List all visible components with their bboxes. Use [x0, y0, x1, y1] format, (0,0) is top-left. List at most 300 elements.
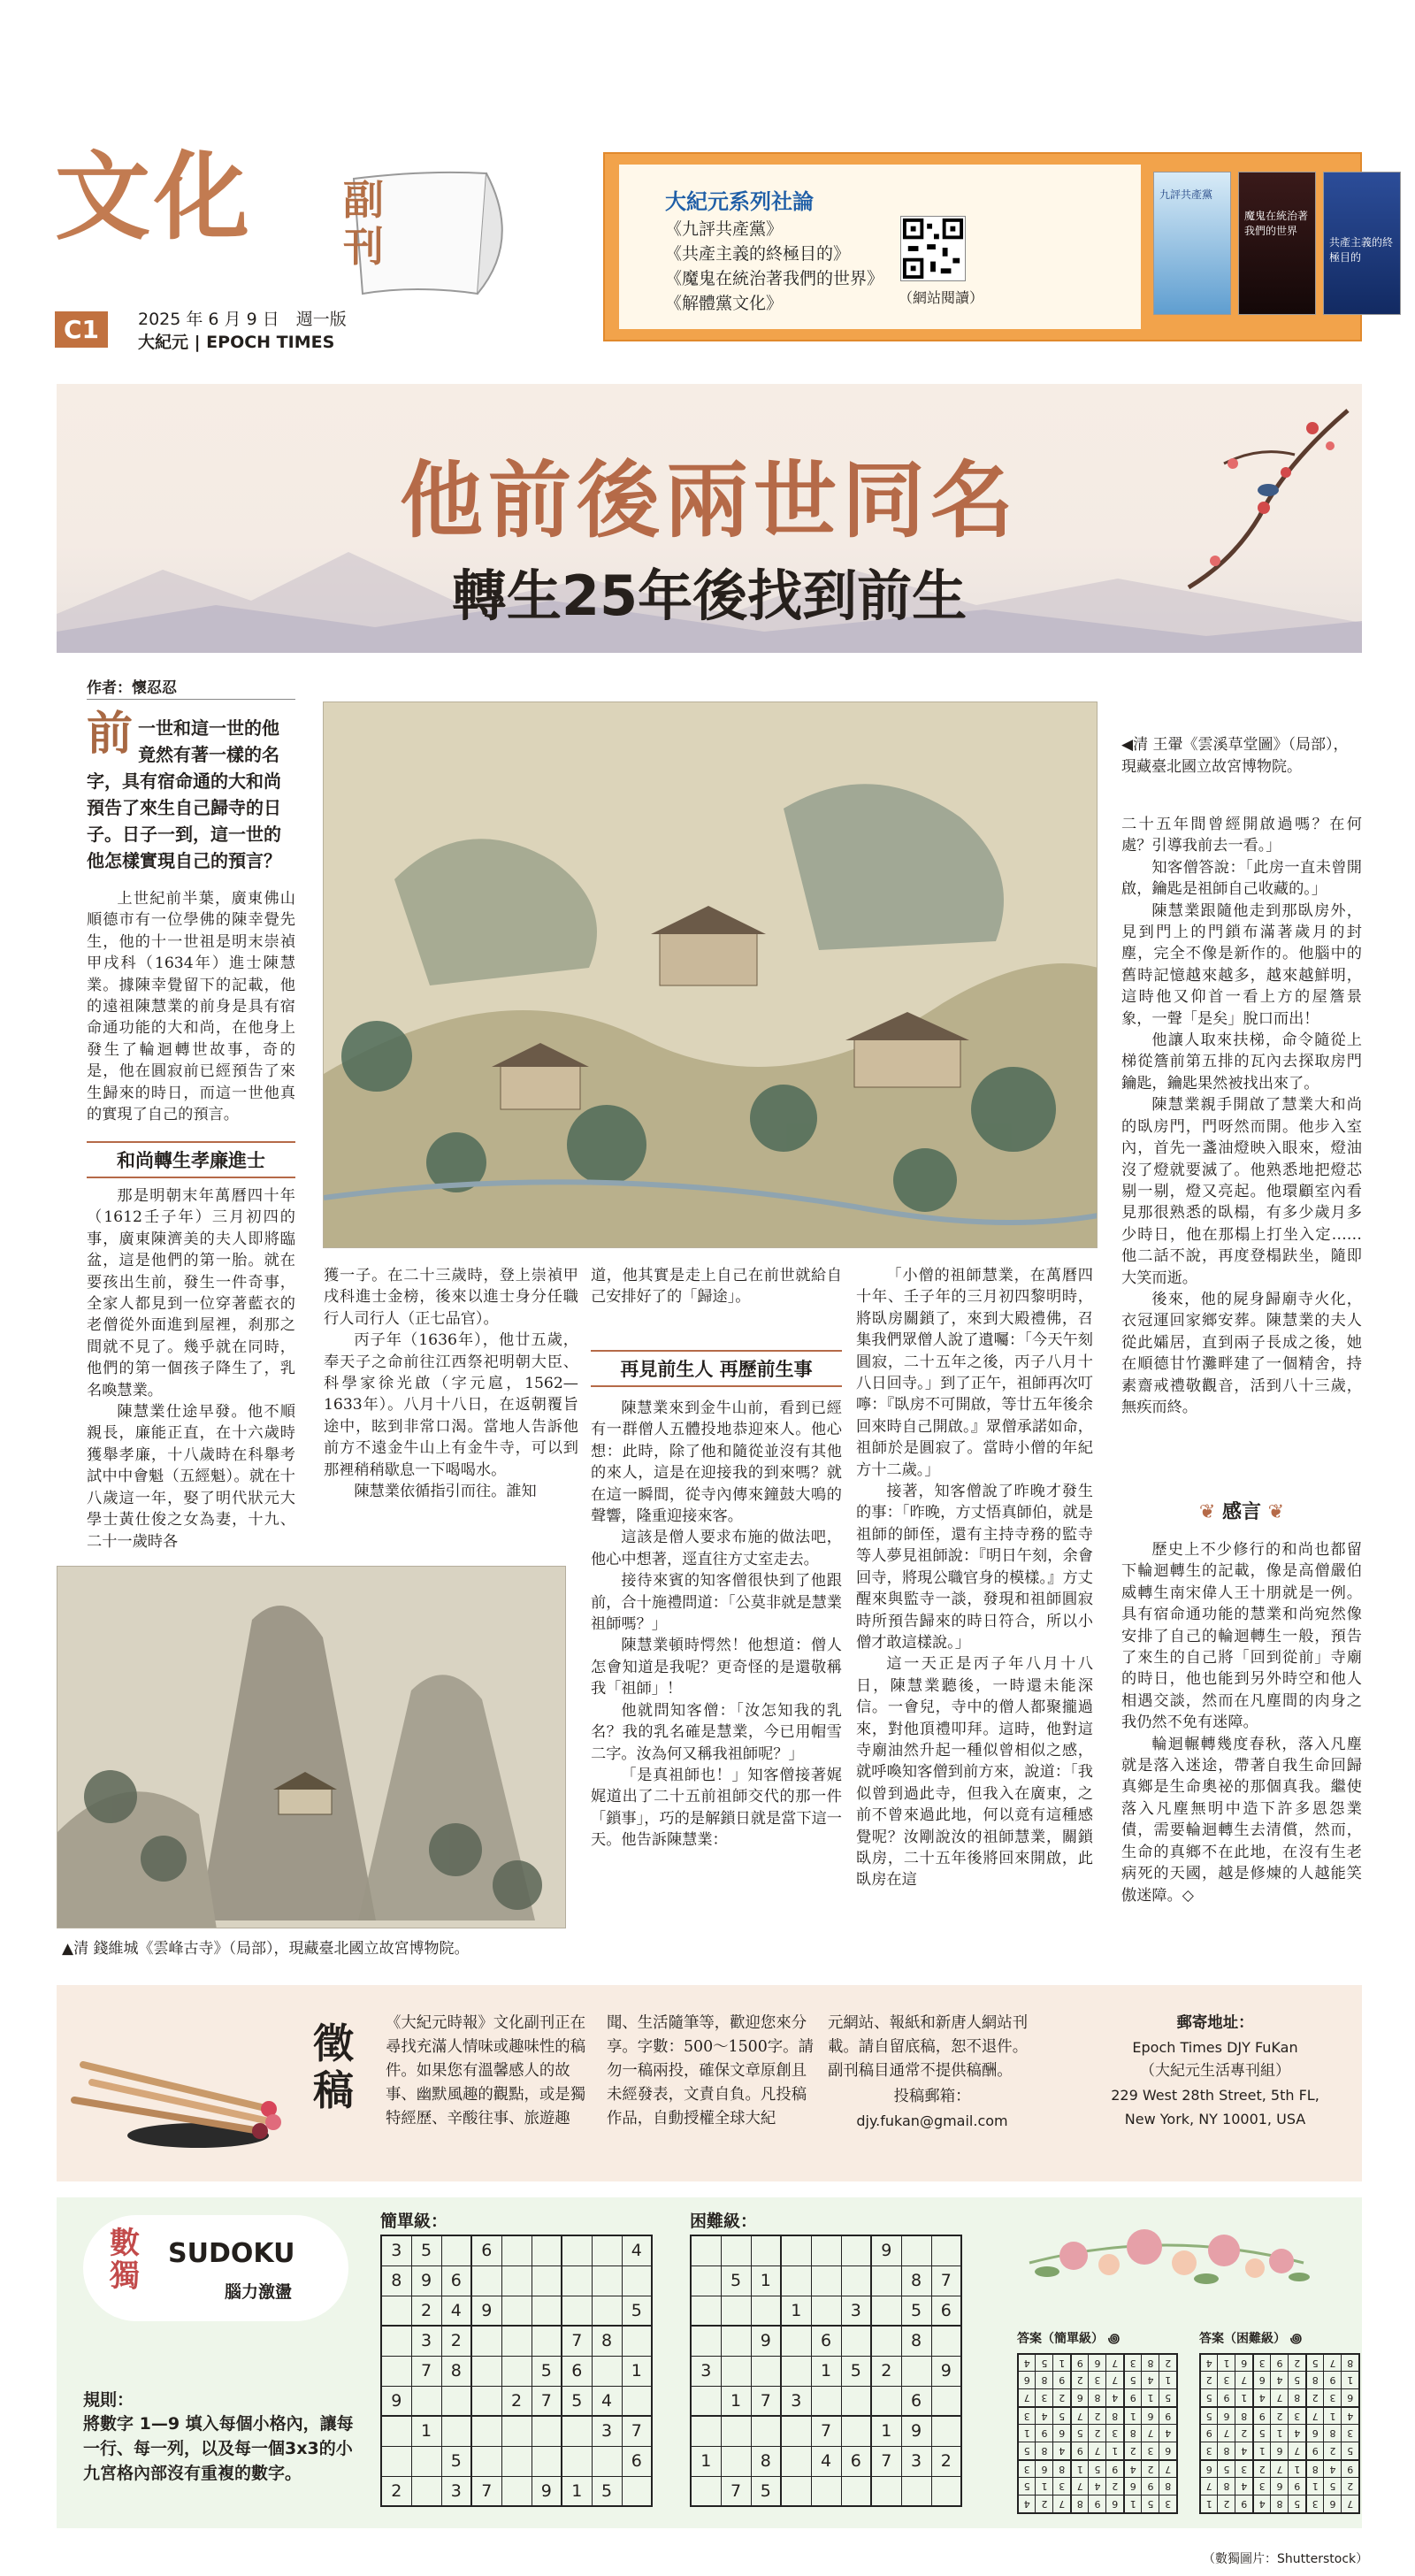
article-column-1 [87, 1185, 295, 1552]
sudoku-cell[interactable] [811, 2476, 841, 2506]
sudoku-cell[interactable] [562, 2296, 592, 2326]
sudoku-cell: 4 [1159, 2425, 1177, 2442]
sudoku-cell: 7 [1142, 2425, 1159, 2442]
sudoku-cell[interactable] [532, 2296, 562, 2326]
ad-text-panel [619, 165, 1141, 329]
sudoku-cell: 9 [1324, 2372, 1342, 2389]
sudoku-cell: 3 [381, 2235, 411, 2266]
sudoku-cell: 5 [1306, 2354, 1324, 2372]
paragraph: 「是真祖師也！」知客僧接著娓娓道出了二十五前祖師交代的那一件「鎖事」，巧的是解鎖日就是當下這一天。他告訴陳慧業： [591, 1766, 842, 1850]
sudoku-cell[interactable] [592, 2296, 622, 2326]
sudoku-cell: 7 [532, 2386, 562, 2416]
sudoku-cell[interactable] [721, 2326, 751, 2356]
painting-caption-top: ◀清 王翬《雲溪草堂圖》（局部），現藏臺北國立故宮博物院。 [1121, 736, 1349, 776]
sudoku-cell: 8 [901, 2266, 931, 2296]
sudoku-cell: 2 [1200, 2372, 1218, 2389]
sudoku-cell[interactable] [751, 2356, 781, 2386]
sudoku-cell: 9 [1271, 2354, 1289, 2372]
sudoku-cell[interactable] [471, 2326, 501, 2356]
sudoku-cell: 9 [871, 2235, 901, 2266]
image-credit: （數獨圖片：Shutterstock） [1203, 2552, 1369, 2566]
ad-book-item[interactable]: 《魔鬼在統治著我們的世界》 [665, 269, 884, 288]
drop-cap: 前 [87, 708, 134, 761]
sudoku-cell: 5 [1142, 2496, 1159, 2513]
brush-pens-illustration [65, 2029, 287, 2162]
sudoku-cell[interactable] [721, 2416, 751, 2446]
sudoku-cell: 5 [1289, 2372, 1306, 2389]
sudoku-cell: 2 [1342, 2478, 1359, 2496]
sudoku-cell: 5 [1200, 2407, 1218, 2425]
sudoku-cell: 7 [1071, 2478, 1089, 2496]
sudoku-cell: 2 [1218, 2496, 1235, 2513]
sudoku-cell[interactable] [562, 2416, 592, 2446]
section-heading: 再見前生人 再歷前生事 [591, 1350, 842, 1387]
paragraph: 「小僧的祖師慧業，在萬曆四十年、壬子年的三月初四黎明時，將臥房關鎖了，來到大殿禮佛，召集我們眾僧人說了遺囑：「今天午刻圓寂，二十五年之後，丙子八月十八日回寺。」到了正午，祖師再次叮嚀：『臥房不可開啟，等廿五年後余回來時自己開啟。』眾僧承諾如命，祖師於是圓寂了。當時小僧的年紀方十二歲。」 [856, 1267, 1093, 1479]
intro-paragraph: 上世紀前半葉，廣東佛山順德市有一位學佛的陳幸覺先生，他的十一世祖是明末崇禎甲戌科（1634年）進士陳慧業。據陳幸覺留下的記載，他的遠祖陳慧業的前身是具有宿命通功能的大和尚，在他身上發生了輪迴轉世故事，奇的是，他在圓寂前已經預告了來生歸來的時日，而這一世他真的實現了自己的預言。 [87, 890, 295, 1124]
sudoku-cell[interactable] [781, 2476, 811, 2506]
sudoku-cell: 5 [562, 2386, 592, 2416]
sudoku-cell[interactable] [781, 2235, 811, 2266]
sudoku-row [1200, 2442, 1359, 2460]
book-cover[interactable]: 九評共產黨 [1153, 172, 1231, 315]
sudoku-cell: 5 [1253, 2425, 1271, 2442]
sudoku-cell: 2 [1106, 2478, 1124, 2496]
sudoku-cell: 4 [1200, 2354, 1218, 2372]
paragraph: 陳慧業來到金牛山前，看到已經有一群僧人五體投地恭迎來人。他心想：此時，除了他和隨從並沒有其他的來人，這是在迎接我的到來嗎？就在這一瞬間，從寺內傳來鐘鼓大鳴的聲響，隆重迎接來客。 [591, 1399, 842, 1526]
submission-notice [57, 1985, 1362, 2181]
sudoku-cell[interactable] [592, 2446, 622, 2476]
sudoku-cell[interactable] [532, 2266, 562, 2296]
sudoku-cell[interactable] [381, 2356, 411, 2386]
sudoku-cell[interactable] [501, 2356, 532, 2386]
sudoku-cell: 5 [622, 2296, 652, 2326]
sudoku-cell[interactable] [381, 2416, 411, 2446]
sudoku-cell: 2 [441, 2326, 471, 2356]
sudoku-cell: 9 [1218, 2389, 1235, 2407]
sudoku-cell[interactable] [871, 2386, 901, 2416]
book-cover[interactable]: 共產主義的終極目的 [1323, 172, 1401, 315]
sudoku-cell: 7 [1271, 2460, 1289, 2478]
paragraph: 接著，知客僧說了昨晚才發生的事：「昨晚，方丈悟真師伯，就是祖師的師侄，還有主持寺務的監寺等人夢見祖師說：『明日午刻，余會回寺，將現公職官身的模樣。』方丈醒來與監寺一談，發現和祖師圓寂時所預告歸來的時日符合，所以小僧才敢這樣說。」 [856, 1483, 1093, 1652]
sudoku-cell: 4 [1053, 2442, 1071, 2460]
sudoku-cell: 1 [691, 2446, 721, 2476]
sudoku-cell: 4 [1018, 2354, 1036, 2372]
sudoku-cell[interactable] [691, 2296, 721, 2326]
sudoku-cell[interactable] [592, 2266, 622, 2296]
sudoku-cell[interactable] [691, 2416, 721, 2446]
sudoku-cell[interactable] [871, 2326, 901, 2356]
sudoku-cell: 4 [1289, 2425, 1306, 2442]
sudoku-cell: 5 [411, 2235, 441, 2266]
sudoku-cell: 9 [931, 2356, 961, 2386]
sudoku-cell: 2 [1053, 2389, 1071, 2407]
sudoku-cell[interactable] [691, 2266, 721, 2296]
sudoku-cell[interactable] [781, 2416, 811, 2446]
sudoku-row [1018, 2354, 1177, 2372]
sudoku-cell: 1 [811, 2356, 841, 2386]
sudoku-row [381, 2235, 652, 2266]
sudoku-cell[interactable] [841, 2266, 871, 2296]
sudoku-cell[interactable] [622, 2386, 652, 2416]
sudoku-cell: 6 [1324, 2496, 1342, 2513]
sudoku-row [1200, 2478, 1359, 2496]
qr-label: （網站閱讀） [899, 289, 984, 306]
sudoku-cell: 7 [1306, 2407, 1324, 2425]
sudoku-cell[interactable] [871, 2266, 901, 2296]
sudoku-cell[interactable] [501, 2476, 532, 2506]
sudoku-cell: 6 [622, 2446, 652, 2476]
sudoku-cell[interactable] [411, 2386, 441, 2416]
sudoku-cell[interactable] [411, 2476, 441, 2506]
answer-hard-label: 答案（困難級） ꩜ [1199, 2332, 1303, 2346]
sudoku-cell: 3 [1089, 2372, 1106, 2389]
sudoku-cell: 7 [1159, 2460, 1177, 2478]
sudoku-cell: 9 [901, 2416, 931, 2446]
sudoku-cell[interactable] [781, 2356, 811, 2386]
lede-text: 一世和這一世的他竟然有著一樣的名字，具有宿命通的大和尚預告了來生自己歸寺的日子。日子一到，這一世的他怎樣實現自己的預言？ [87, 717, 281, 871]
sudoku-cell[interactable] [811, 2296, 841, 2326]
sudoku-cell: 5 [1018, 2442, 1036, 2460]
sudoku-cell: 7 [1053, 2496, 1071, 2513]
sudoku-cell: 4 [1089, 2478, 1106, 2496]
sudoku-cell[interactable] [841, 2326, 871, 2356]
sudoku-cell: 7 [1018, 2389, 1036, 2407]
sudoku-cell: 2 [1271, 2407, 1289, 2425]
sudoku-cell[interactable] [381, 2326, 411, 2356]
article-lede [87, 708, 295, 874]
sudoku-cell: 6 [1089, 2354, 1106, 2372]
sudoku-cell: 6 [1018, 2372, 1036, 2389]
sudoku-cell: 6 [901, 2386, 931, 2416]
sudoku-cell: 4 [441, 2296, 471, 2326]
sudoku-cell[interactable] [441, 2386, 471, 2416]
sudoku-cell[interactable] [501, 2235, 532, 2266]
paragraph: 接待來賓的知客僧很快到了他跟前，合十施禮問道：「公莫非就是慧業祖師嗎？」 [591, 1572, 842, 1634]
sudoku-cell: 5 [901, 2296, 931, 2326]
ad-series-title: 大紀元系列社論 [665, 189, 814, 214]
paragraph: 陳慧業跟隨他走到那臥房外，見到門上的門鎖布滿著歲月的封塵，完全不像是新作的。他腦中的舊時記憶越來越多，越來越鮮明，這時他又仰首一看上方的屋簷景象，一聲「是矣」脫口而出！ [1121, 901, 1362, 1028]
hard-label: 困難級： [690, 2212, 758, 2231]
sudoku-cell: 2 [1289, 2354, 1306, 2372]
sudoku-cell[interactable] [721, 2296, 751, 2326]
sudoku-cell[interactable] [592, 2356, 622, 2386]
sudoku-cell[interactable] [471, 2356, 501, 2386]
sudoku-cell[interactable] [562, 2446, 592, 2476]
sudoku-cell: 4 [622, 2235, 652, 2266]
sudoku-cell: 5 [1324, 2478, 1342, 2496]
sudoku-cell: 3 [1306, 2496, 1324, 2513]
section-heading: 和尚轉生孝廉進士 [87, 1141, 295, 1178]
sudoku-cell: 8 [1142, 2354, 1159, 2372]
sudoku-cell: 6 [841, 2446, 871, 2476]
sudoku-cell: 7 [471, 2476, 501, 2506]
painting-artwork [324, 702, 1098, 1248]
sudoku-cell[interactable] [781, 2266, 811, 2296]
article-column-2 [324, 1265, 578, 1502]
sudoku-cell: 4 [1124, 2460, 1142, 2478]
sudoku-row [1018, 2460, 1177, 2478]
sudoku-cell[interactable] [691, 2386, 721, 2416]
sudoku-answer-easy [1017, 2353, 1178, 2514]
sudoku-cell[interactable] [841, 2476, 871, 2506]
qr-code-icon[interactable] [900, 216, 966, 281]
sudoku-cell: 7 [1342, 2496, 1359, 2513]
sudoku-row [691, 2326, 961, 2356]
hero-banner [57, 384, 1362, 653]
sudoku-row [1200, 2496, 1359, 2513]
sudoku-cell: 1 [1253, 2442, 1271, 2460]
sudoku-cell[interactable] [532, 2416, 562, 2446]
sudoku-cell[interactable] [562, 2235, 592, 2266]
sudoku-cell: 4 [1018, 2496, 1036, 2513]
sudoku-row [381, 2446, 652, 2476]
sudoku-cell: 5 [1159, 2389, 1177, 2407]
sudoku-row [381, 2266, 652, 2296]
submission-text: 聞、生活隨筆等，歡迎您來分享。字數：500～1500字。請勿一稿兩投，確保文章原創且未經發表，文責自負。凡投稿作品，自動授權全球大紀 [607, 2014, 814, 2128]
sudoku-cell[interactable] [501, 2446, 532, 2476]
painting-caption-bottom: ▲清 錢維城《雲峰古寺》（局部），現藏臺北國立故宮博物院。 [62, 1940, 470, 1958]
flower-garland-illustration [1021, 2210, 1312, 2307]
sudoku-cell: 1 [562, 2476, 592, 2506]
sudoku-cell[interactable] [441, 2416, 471, 2446]
book-cover[interactable]: 魔鬼在統治著我們的世界 [1238, 172, 1316, 315]
sudoku-row [691, 2356, 961, 2386]
sudoku-cell: 2 [1324, 2442, 1342, 2460]
mailing-address: 郵寄地址： Epoch Times DJY FuKan （大紀元生活專刊組） 229 West 28th Street, 5th FL, New York, NY 10001, USA [1111, 2014, 1319, 2128]
sudoku-cell[interactable] [901, 2476, 931, 2506]
sudoku-cell[interactable] [931, 2476, 961, 2506]
sudoku-cell[interactable] [471, 2266, 501, 2296]
sudoku-cell: 4 [592, 2386, 622, 2416]
sudoku-cell: 9 [1053, 2372, 1071, 2389]
sudoku-cell: 1 [1018, 2425, 1036, 2442]
sudoku-cell[interactable] [691, 2326, 721, 2356]
paragraph: 二十五年間曾經開啟過嗎？在何處？引導我前去一看。」 [1121, 816, 1362, 855]
sudoku-cell[interactable] [532, 2235, 562, 2266]
sudoku-cell[interactable] [901, 2235, 931, 2266]
sudoku-cell: 3 [1018, 2407, 1036, 2425]
sudoku-cell: 7 [811, 2416, 841, 2446]
sudoku-cell[interactable] [562, 2266, 592, 2296]
sudoku-cell: 2 [501, 2386, 532, 2416]
sudoku-cell[interactable] [931, 2416, 961, 2446]
sudoku-cell[interactable] [751, 2235, 781, 2266]
sudoku-cell: 9 [1306, 2442, 1324, 2460]
sudoku-cell: 4 [1235, 2442, 1253, 2460]
sudoku-cell: 8 [1106, 2407, 1124, 2425]
sudoku-cell: 2 [1089, 2425, 1106, 2442]
sudoku-cell: 8 [381, 2266, 411, 2296]
sudoku-cell: 9 [1071, 2354, 1089, 2372]
paragraph: 知客僧答說：「此房一直未曾開啟，鑰匙是祖師自己收藏的。」 [1121, 858, 1362, 899]
easy-label: 簡單級： [380, 2212, 448, 2231]
sudoku-cell[interactable] [841, 2416, 871, 2446]
sudoku-cell[interactable] [592, 2235, 622, 2266]
sudoku-cell[interactable] [501, 2266, 532, 2296]
sudoku-cell: 8 [1036, 2372, 1053, 2389]
sudoku-cell[interactable] [841, 2386, 871, 2416]
sudoku-cell[interactable] [931, 2386, 961, 2416]
sudoku-cell[interactable] [781, 2326, 811, 2356]
sudoku-cell: 6 [562, 2356, 592, 2386]
sudoku-cell: 9 [1071, 2442, 1089, 2460]
sudoku-row [1018, 2407, 1177, 2425]
paragraph: 輪迴輾轉幾度春秋，落入凡塵就是落入迷途，帶著自我生命回歸真鄉是生命奧祕的那個真我。繼使落入凡塵無明中造下許多恩怨業債，需要輪迴轉生去清償，然而，生命的真鄉不在此地，在沒有生老病死的天國，越是修煉的人越能笑傲迷障。◇ [1121, 1735, 1362, 1905]
sudoku-cell: 1 [781, 2296, 811, 2326]
sudoku-cell[interactable] [901, 2356, 931, 2386]
sudoku-row [691, 2416, 961, 2446]
sudoku-cell[interactable] [501, 2416, 532, 2446]
submission-email[interactable]: djy.fukan@gmail.com [856, 2112, 1008, 2129]
sudoku-cell: 8 [1306, 2460, 1324, 2478]
sudoku-cell[interactable] [501, 2296, 532, 2326]
sudoku-cell: 8 [1235, 2407, 1253, 2425]
sudoku-cell[interactable] [871, 2296, 901, 2326]
sudoku-cell: 6 [931, 2296, 961, 2326]
landscape-painting-bottom [57, 1566, 566, 1928]
article-column-5a [1121, 814, 1362, 1418]
sudoku-cell: 9 [1142, 2478, 1159, 2496]
paragraph: 獲一子。在二十三歲時，登上崇禎甲戌科進士金榜，後來以進士身分任職行人司行人（正七品官）。 [324, 1267, 578, 1328]
sudoku-cell[interactable] [532, 2446, 562, 2476]
sudoku-cell: 1 [1036, 2478, 1053, 2496]
ad-book-item[interactable]: 《九評共產黨》 [665, 219, 784, 239]
sudoku-cell: 9 [532, 2476, 562, 2506]
sudoku-cell[interactable] [811, 2235, 841, 2266]
sudoku-cell: 9 [751, 2326, 781, 2356]
sudoku-cell[interactable] [931, 2235, 961, 2266]
sudoku-cell[interactable] [751, 2296, 781, 2326]
sudoku-cell: 6 [1271, 2478, 1289, 2496]
sudoku-row [1200, 2407, 1359, 2425]
sudoku-cell[interactable] [381, 2446, 411, 2476]
sudoku-cell: 3 [1289, 2407, 1306, 2425]
sudoku-grid-easy[interactable] [380, 2235, 653, 2507]
sudoku-cell: 7 [1071, 2407, 1089, 2425]
sudoku-cell: 7 [1200, 2478, 1218, 2496]
sudoku-rules: 將數字 1—9 填入每個小格內，讓每一行、每一列，以及每一個3x3的小九宮格內部沒有重複的數字。 [83, 2414, 354, 2483]
sudoku-cell: 8 [1306, 2372, 1324, 2389]
sudoku-cell: 8 [1218, 2442, 1235, 2460]
sudoku-cell: 7 [1089, 2442, 1106, 2460]
sudoku-cell[interactable] [721, 2356, 751, 2386]
sudoku-rules-title: 規則： [83, 2390, 134, 2410]
sudoku-cell[interactable] [691, 2476, 721, 2506]
sudoku-cell[interactable] [622, 2326, 652, 2356]
sudoku-cell: 2 [1089, 2407, 1106, 2425]
sudoku-cell: 5 [721, 2266, 751, 2296]
sudoku-cell: 5 [1218, 2460, 1235, 2478]
paragraph: 陳慧業親手開啟了慧業大和尚的臥房門，門呀然而開。他步入室內，首先一盞油燈映入眼來，燈油沒了燈就要滅了。他熟悉地把燈芯剔一剔，燈又亮起。他環顧室內看見那很熟悉的臥榻，有多少歲月多少時日，他在那榻上打坐入定……他二話不說，再度登榻趺坐，隨即大笑而逝。 [1121, 1096, 1362, 1287]
sudoku-cell: 1 [1124, 2407, 1142, 2425]
sudoku-cell: 7 [751, 2386, 781, 2416]
sudoku-cell: 1 [1124, 2496, 1142, 2513]
sudoku-row [381, 2416, 652, 2446]
sudoku-cell: 1 [1200, 2496, 1218, 2513]
ad-book-item[interactable]: 《共產主義的終極目的》 [665, 244, 851, 264]
sudoku-cell: 4 [1342, 2407, 1359, 2425]
sudoku-cell: 3 [1124, 2354, 1142, 2372]
sudoku-cell: 3 [1142, 2442, 1159, 2460]
sudoku-cell: 7 [1235, 2372, 1253, 2389]
sudoku-cell: 2 [381, 2476, 411, 2506]
sudoku-row [1200, 2389, 1359, 2407]
sudoku-cell: 2 [871, 2356, 901, 2386]
article-subheadline: 轉生25年後找到前生 [451, 564, 968, 628]
sudoku-row [381, 2326, 652, 2356]
sudoku-row [1018, 2372, 1177, 2389]
sudoku-cell[interactable] [471, 2416, 501, 2446]
ornament-icon: ❦ [1198, 1501, 1222, 1523]
spiral-ornament-icon: ꩜ [1289, 2332, 1303, 2346]
paragraph: 丙子年（1636年），他廿五歲，奉天子之命前往江西祭祀明朝大臣、科學家徐光啟（字元扈，1562—1633年）。八月十八日，在返朝覆旨途中，眩到非常口渴。當地人告訴他前方不遠金牛山上有金牛寺，可以到那裡稍稍歇息一下喝喝水。 [324, 1331, 578, 1479]
sudoku-cell: 3 [841, 2296, 871, 2326]
sudoku-cell: 8 [1124, 2425, 1142, 2442]
sudoku-cell: 3 [901, 2446, 931, 2476]
sudoku-row [381, 2356, 652, 2386]
sudoku-cell: 7 [1324, 2354, 1342, 2372]
sudoku-row [1018, 2389, 1177, 2407]
sudoku-cell: 8 [1342, 2354, 1359, 2372]
sudoku-cell[interactable] [381, 2296, 411, 2326]
sudoku-cell: 7 [1218, 2425, 1235, 2442]
sudoku-cell: 1 [1071, 2460, 1089, 2478]
sudoku-cell[interactable] [931, 2326, 961, 2356]
sudoku-cell[interactable] [622, 2476, 652, 2506]
sudoku-cell: 3 [1106, 2425, 1124, 2442]
sudoku-cell[interactable] [532, 2326, 562, 2356]
paragraph: 歷史上不少修行的和尚也都留下輪迴轉生的記載，像是高僧嚴伯威轉生南宋偉人王十朋就是一例。具有宿命通功能的慧業和尚宛然像安排了自己的輪迴轉生一般，預告了來生的自己將「回到從前」寺廟的時日，他也能到另外時空和他人相遇交談，然而在凡塵間的肉身之我仍然不免有迷障。 [1121, 1541, 1362, 1732]
section-heading-reflection: ❦ 感言 ❦ [1198, 1501, 1285, 1523]
sudoku-cell: 4 [1271, 2372, 1289, 2389]
sudoku-cell[interactable] [871, 2476, 901, 2506]
sudoku-row [1200, 2354, 1359, 2372]
sudoku-cell: 8 [592, 2326, 622, 2356]
sudoku-cell: 1 [1159, 2372, 1177, 2389]
author-byline: 作者：懷忍忍 [87, 679, 177, 697]
paragraph: 陳慧業頓時愕然！他想道：僧人怎會知道是我呢？更奇怪的是還敬稱我「祖師」！ [591, 1637, 842, 1698]
sudoku-cell[interactable] [781, 2446, 811, 2476]
editorial-series-ad[interactable] [603, 152, 1394, 341]
sudoku-cell[interactable] [721, 2446, 751, 2476]
sudoku-cell[interactable] [471, 2446, 501, 2476]
sudoku-cell[interactable] [691, 2235, 721, 2266]
sudoku-cell[interactable] [811, 2266, 841, 2296]
sudoku-cell: 9 [471, 2296, 501, 2326]
sudoku-row [381, 2296, 652, 2326]
sudoku-cell: 7 [931, 2266, 961, 2296]
issue-date: 2025 年 6 月 9 日 週一版 [138, 310, 347, 329]
sudoku-cell[interactable] [721, 2235, 751, 2266]
sudoku-cell[interactable] [751, 2416, 781, 2446]
sudoku-cell: 7 [1106, 2354, 1124, 2372]
sudoku-cell[interactable] [411, 2446, 441, 2476]
ad-book-item[interactable]: 《解體黨文化》 [665, 294, 784, 313]
sudoku-cell[interactable] [622, 2266, 652, 2296]
sudoku-cell[interactable] [841, 2235, 871, 2266]
sudoku-cell: 3 [441, 2476, 471, 2506]
sudoku-cell: 3 [1324, 2389, 1342, 2407]
sudoku-cell[interactable] [501, 2326, 532, 2356]
sudoku-cell[interactable] [471, 2386, 501, 2416]
sudoku-grid-hard[interactable] [690, 2235, 962, 2507]
sudoku-row [1018, 2496, 1177, 2513]
sudoku-section [57, 2197, 1362, 2528]
sudoku-cell: 8 [1036, 2442, 1053, 2460]
sudoku-cell[interactable] [441, 2235, 471, 2266]
sudoku-cell[interactable] [811, 2386, 841, 2416]
sudoku-cell: 6 [1124, 2478, 1142, 2496]
